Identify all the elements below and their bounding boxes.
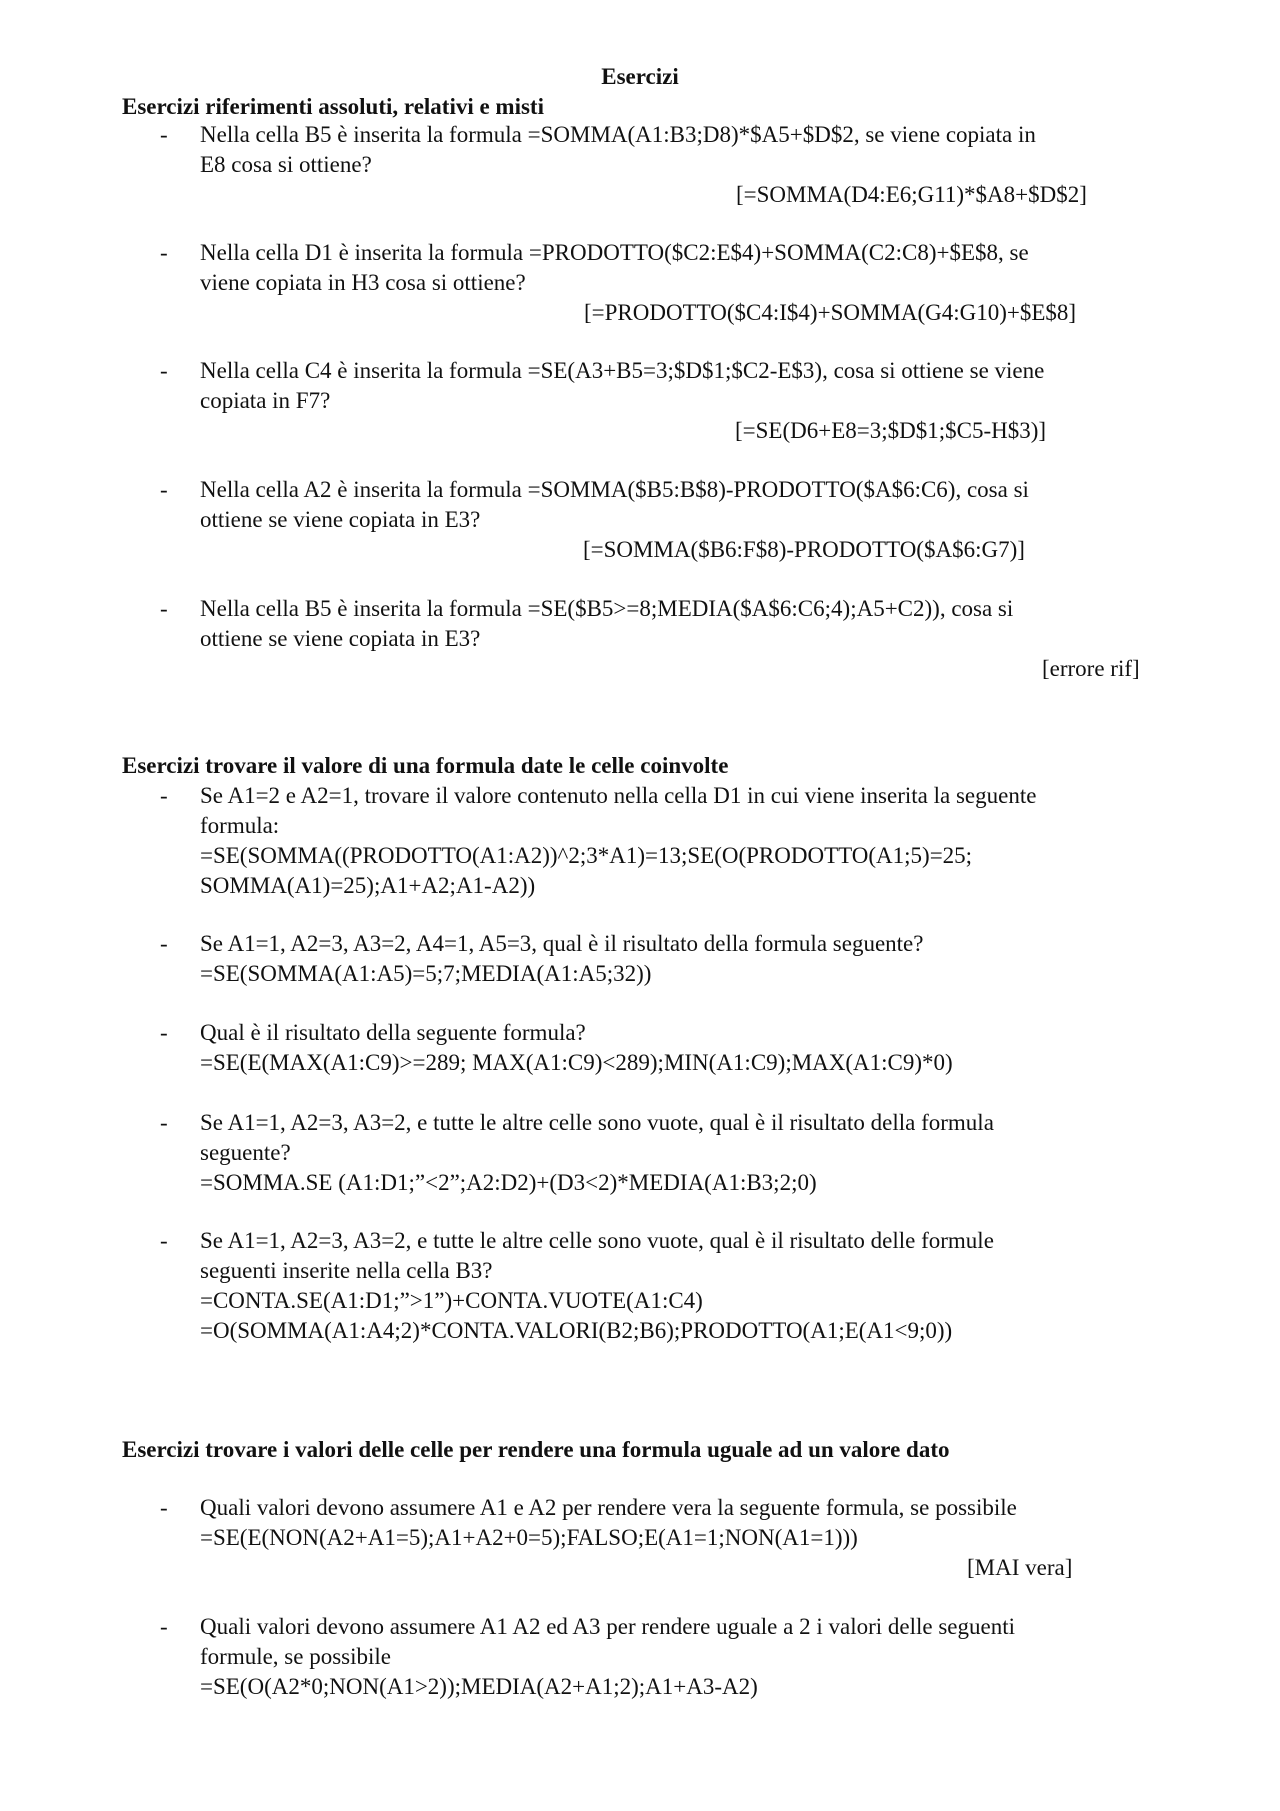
exercise-item [122, 1493, 1162, 1583]
exercise-item [122, 238, 1162, 328]
exercise-formula: =SE(SOMMA(A1:A5)=5;7;MEDIA(A1:A5;32)) [200, 961, 652, 986]
exercise-formula: =SE(E(MAX(A1:C9)>=289; MAX(A1:C9)<289);MIN(A1:C9);MAX(A1:C9)*0) [200, 1050, 953, 1075]
exercise-item [122, 475, 1162, 565]
exercise-item [122, 120, 1162, 210]
exercise-item [122, 1108, 1162, 1198]
exercise-answer: [=SOMMA(D4:E6;G11)*$A8+$D$2] [736, 182, 1087, 207]
exercise-text-line: E8 cosa si ottiene? [200, 152, 372, 177]
exercise-text-line: Qual è il risultato della seguente formula? [200, 1020, 586, 1045]
bullet-dash: - [160, 596, 168, 621]
bullet-dash: - [160, 122, 168, 147]
exercise-item [122, 1612, 1162, 1702]
bullet-dash: - [160, 358, 168, 383]
exercise-item [122, 594, 1162, 684]
exercise-formula: SOMMA(A1)=25);A1+A2;A1-A2)) [200, 873, 536, 898]
exercise-answer: [=SOMMA($B6:F$8)-PRODOTTO($A$6:G7)] [583, 537, 1025, 562]
page-title: Esercizi [601, 64, 679, 89]
exercise-item [122, 781, 1162, 901]
bullet-dash: - [160, 1110, 168, 1135]
section-heading-references: Esercizi riferimenti assoluti, relativi e misti [122, 94, 544, 119]
exercise-answer: [errore rif] [1042, 656, 1140, 681]
exercise-text-line: formule, se possibile [200, 1644, 391, 1669]
bullet-dash: - [160, 1020, 168, 1045]
exercise-text-line: ottiene se viene copiata in E3? [200, 626, 481, 651]
bullet-dash: - [160, 1495, 168, 1520]
bullet-dash: - [160, 240, 168, 265]
exercise-text-line: Nella cella D1 è inserita la formula =PRODOTTO($C2:E$4)+SOMMA(C2:C8)+$E$8, se [200, 240, 1029, 265]
section-heading-formula-values: Esercizi trovare il valore di una formula date le celle coinvolte [122, 753, 729, 778]
exercise-answer: [=PRODOTTO($C4:I$4)+SOMMA(G4:G10)+$E$8] [584, 300, 1077, 325]
exercise-formula: =SE(O(A2*0;NON(A1>2));MEDIA(A2+A1;2);A1+A3-A2) [200, 1674, 758, 1699]
exercise-text-line: Se A1=1, A2=3, A3=2, e tutte le altre celle sono vuote, qual è il risultato della formula [200, 1110, 994, 1135]
bullet-dash: - [160, 931, 168, 956]
exercise-item [122, 929, 1162, 989]
exercise-text-line: viene copiata in H3 cosa si ottiene? [200, 270, 526, 295]
exercise-text-line: seguenti inserite nella cella B3? [200, 1258, 493, 1283]
exercise-text-line: ottiene se viene copiata in E3? [200, 507, 481, 532]
exercise-formula: =O(SOMMA(A1:A4;2)*CONTA.VALORI(B2;B6);PRODOTTO(A1;E(A1<9;0)) [200, 1318, 953, 1343]
exercise-formula: =SE(SOMMA((PRODOTTO(A1:A2))^2;3*A1)=13;SE(O(PRODOTTO(A1;5)=25; [200, 843, 973, 868]
exercise-text-line: Nella cella C4 è inserita la formula =SE(A3+B5=3;$D$1;$C2-E$3), cosa si ottiene se viene [200, 358, 1045, 383]
exercise-text-line: Se A1=1, A2=3, A3=2, A4=1, A5=3, qual è il risultato della formula seguente? [200, 931, 924, 956]
exercise-text-line: formula: [200, 813, 280, 838]
bullet-dash: - [160, 783, 168, 808]
exercise-formula: =CONTA.SE(A1:D1;”>1”)+CONTA.VUOTE(A1:C4) [200, 1288, 703, 1313]
exercise-text-line: Quali valori devono assumere A1 e A2 per rendere vera la seguente formula, se possibile [200, 1495, 1017, 1520]
section-heading-cell-values: Esercizi trovare i valori delle celle per rendere una formula uguale ad un valore dato [122, 1437, 950, 1462]
exercise-text-line: Nella cella A2 è inserita la formula =SOMMA($B5:B$8)-PRODOTTO($A$6:C6), cosa si [200, 477, 1029, 502]
exercise-text-line: copiata in F7? [200, 388, 331, 413]
exercise-answer: [MAI vera] [967, 1555, 1073, 1580]
exercise-text-line: Nella cella B5 è inserita la formula =SE($B5>=8;MEDIA($A$6:C6;4);A5+C2)), cosa si [200, 596, 1014, 621]
exercise-text-line: Quali valori devono assumere A1 A2 ed A3 per rendere uguale a 2 i valori delle seguenti [200, 1614, 1015, 1639]
bullet-dash: - [160, 1614, 168, 1639]
exercise-formula: =SOMMA.SE (A1:D1;”<2”;A2:D2)+(D3<2)*MEDIA(A1:B3;2;0) [200, 1170, 817, 1195]
exercise-formula: =SE(E(NON(A2+A1=5);A1+A2+0=5);FALSO;E(A1=1;NON(A1=1))) [200, 1525, 858, 1550]
exercise-item [122, 1018, 1162, 1078]
bullet-dash: - [160, 1228, 168, 1253]
exercise-item [122, 356, 1162, 446]
exercise-text-line: Se A1=2 e A2=1, trovare il valore contenuto nella cella D1 in cui viene inserita la seguente [200, 783, 1037, 808]
bullet-dash: - [160, 477, 168, 502]
exercise-text-line: seguente? [200, 1140, 291, 1165]
exercise-text-line: Nella cella B5 è inserita la formula =SOMMA(A1:B3;D8)*$A5+$D$2, se viene copiata in [200, 122, 1036, 147]
exercise-text-line: Se A1=1, A2=3, A3=2, e tutte le altre celle sono vuote, qual è il risultato delle formule [200, 1228, 994, 1253]
exercise-answer: [=SE(D6+E8=3;$D$1;$C5-H$3)] [735, 418, 1047, 443]
exercise-item [122, 1226, 1162, 1346]
